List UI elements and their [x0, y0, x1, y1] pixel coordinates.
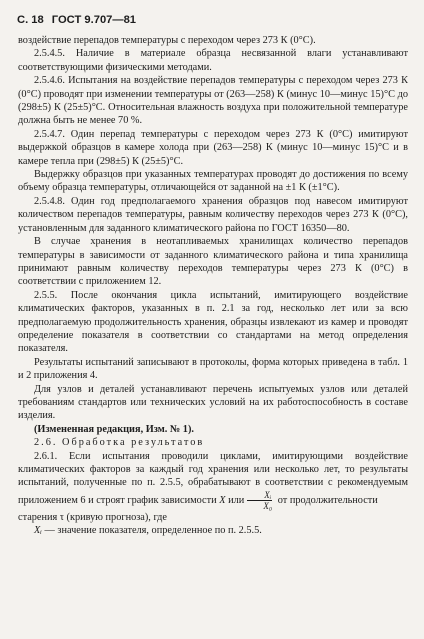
paragraph: Выдержку образцов при указанных температурах проводят до достижения по всему объему образца температуры, отличающейся от заданной на ±1 К (±1°С).: [18, 169, 408, 194]
paragraph: воздействие перепадов температуры с переходом через 273 К (0°С).: [18, 35, 316, 46]
section-title: 2.6. Обработка результатов: [34, 437, 205, 449]
fraction-numerator: Xᵢ: [247, 490, 272, 501]
paragraph: 2.5.5. После окончания цикла испытаний, имитирующего воздействие климатических факторов, указанных в п. 2.1 за год, несколько лет или за всю предполагаемую продолжительность хранения, образцы извлекают из камер и проводят определение показателя в соответствии со стандартами на метод определения показателя.: [18, 289, 408, 355]
word-or: или: [228, 494, 245, 506]
standard-code: ГОСТ 9.707—81: [51, 14, 137, 26]
paragraph: 2.5.4.8. Один год предполагаемого хранения образцов под навесом имитируют количеством перепадов температуры, равным количеству переходов через 273 К (0°С), установленным для заданного климатического района по ГОСТ 16350—80.: [18, 195, 408, 234]
definition-line: [18, 524, 408, 537]
paragraph-2-6-1: [18, 450, 408, 511]
variable-x: X: [219, 494, 226, 506]
definition-variable: Xᵢ: [34, 525, 42, 537]
paragraph: 2.5.4.5. Наличие в материале образца несвязанной влаги устанавливают соответствующими физическими методами.: [18, 48, 408, 73]
paragraph: Результаты испытаний записывают в протоколы, форма которых приведена в табл. 1 и 2 приложения 4.: [18, 356, 408, 382]
page-header: [17, 14, 136, 26]
fraction: [247, 490, 272, 511]
definition-text: — значение показателя, определенное по п. 2.5.5.: [44, 525, 262, 537]
paragraph-tail: старения τ (кривую прогноза), где: [18, 511, 167, 523]
paragraph: 2.5.4.7. Один перепад температуры с переходом через 273 К (0°С) имитируют выдержкой образцов в камере холода при (263—258) К (минус 10—минус 15)°С и в камере тепла при (298±5) К (25±5)°С.: [18, 128, 408, 167]
paragraph: Для узлов и деталей устанавливают перечень испытуемых узлов или деталей требованиям стандартов или технических условий на их работоспособность в составе изделия.: [18, 383, 408, 422]
paragraph-text: 2.6.1. Если испытания проводили циклами, имитирующими воздействие климатических факторов за каждый год хранения или несколько лет, то результаты испытаний, полученные по п. 2.5.5, обрабатывают в соответствии с рекомендуемым приложением 6 и строят график зависимости: [18, 450, 408, 506]
edition-note: (Измененная редакция, Изм. № 1).: [34, 423, 194, 435]
paragraph: 2.5.4.6. Испытания на воздействие перепадов температуры с переходом через 273 К (0°С) проводят при изменении температуры от (263—258) К (минус 10—минус 15)°С до (298±5) К (25±5)°С. Относительная влажность воздуха при положительной температуре должна быть не менее 70 %.: [18, 75, 408, 127]
word-of: от продолжительности: [277, 494, 378, 506]
page-number: С. 18: [17, 14, 44, 26]
fraction-denominator: X₀: [263, 500, 273, 511]
paragraph: В случае хранения в неотапливаемых хранилищах количество перепадов температуры в зависимости от заданного климатического района и типа хранилища принимают равным количеству переходов температуры через 273 К (0°С) в соответствии с приложением 12.: [18, 236, 408, 288]
document-body: [18, 34, 408, 538]
